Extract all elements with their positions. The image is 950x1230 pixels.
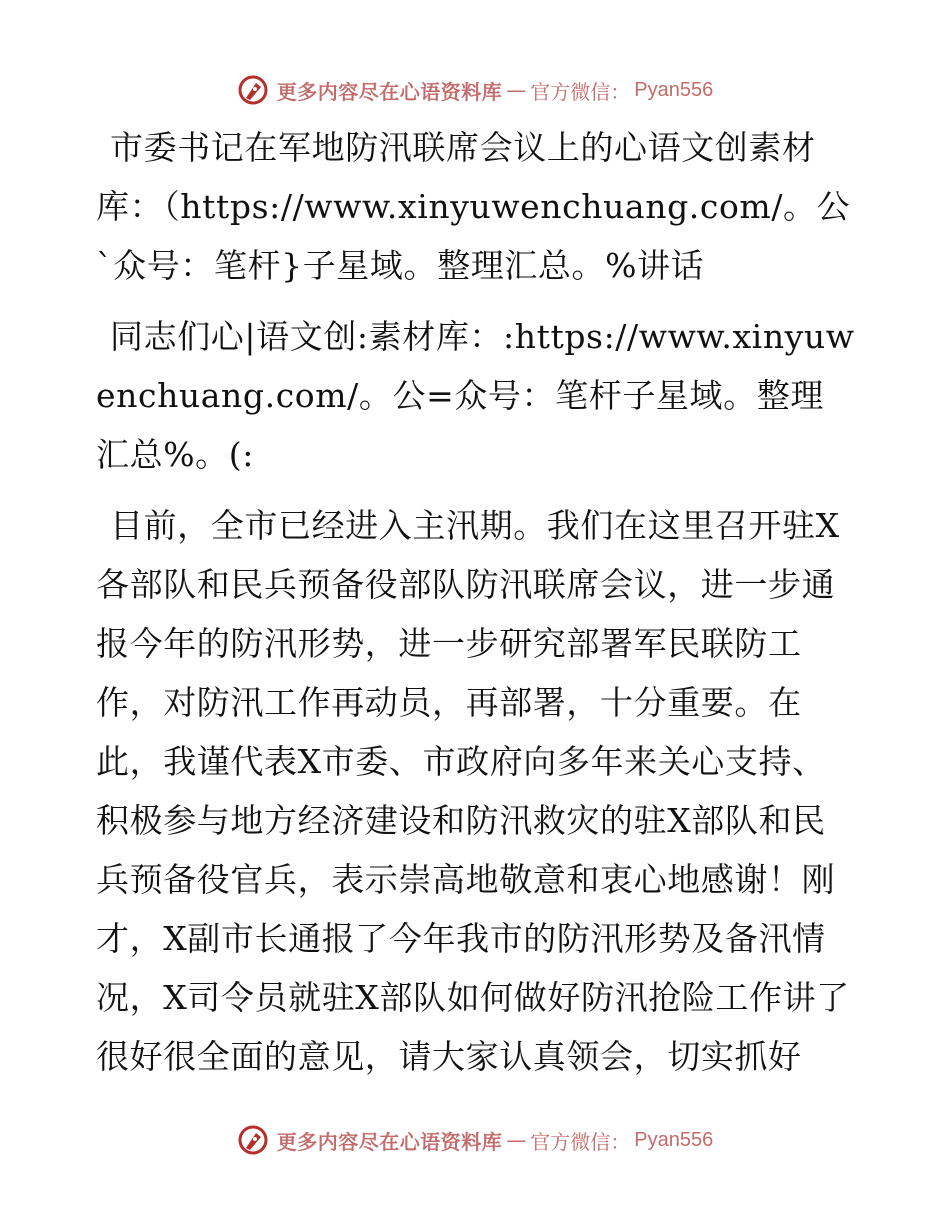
footer-banner: [0, 1120, 950, 1160]
header-banner: [0, 70, 950, 110]
banner-wechat-id: Pyan556: [634, 1128, 714, 1151]
pen-nib-logo-icon: [237, 1124, 269, 1156]
banner-promo-text: 更多内容尽在心语资料库: [276, 1129, 503, 1154]
banner-wechat-label: 官方微信：: [530, 1129, 631, 1154]
paragraph-greeting: 同志们心|语文创:素材库：:https://www.xinyuwenchuang.com/。公=众号：笔杆子星域。整理汇总%。(:: [96, 317, 855, 474]
paragraph-body: 目前，全市已经进入主汛期。我们在这里召开驻X各部队和民兵预备役部队防汛联席会议，进一步通报今年的防汛形势，进一步研究部署军民联防工作，对防汛工作再动员，再部署，十分重要。在此，我谨代表X市委、市政府向多年来关心支持、积极参与地方经济建设和防汛救灾的驻X部队和民兵预备役官兵，表示崇高地敬意和衷心地感谢！刚才，X副市长通报了今年我市的防汛形势及备汛情况，X司令员就驻X部队如何做好防汛抢险工作讲了很好很全面的意见，请大家认真领会，切实抓好: [96, 506, 850, 1076]
document-body: [96, 118, 856, 1086]
banner-separator: —: [506, 1128, 527, 1152]
banner-wechat-label: 官方微信：: [530, 79, 631, 104]
banner-separator: —: [506, 78, 527, 102]
pen-nib-logo-icon: [237, 74, 269, 106]
banner-promo-text: 更多内容尽在心语资料库: [276, 79, 503, 104]
paragraph-title: 市委书记在军地防汛联席会议上的心语文创素材库：（https://www.xinyuwenchuang.com/。公`众号：笔杆}子星域。整理汇总。%讲话: [96, 128, 851, 285]
banner-wechat-id: Pyan556: [634, 78, 714, 101]
